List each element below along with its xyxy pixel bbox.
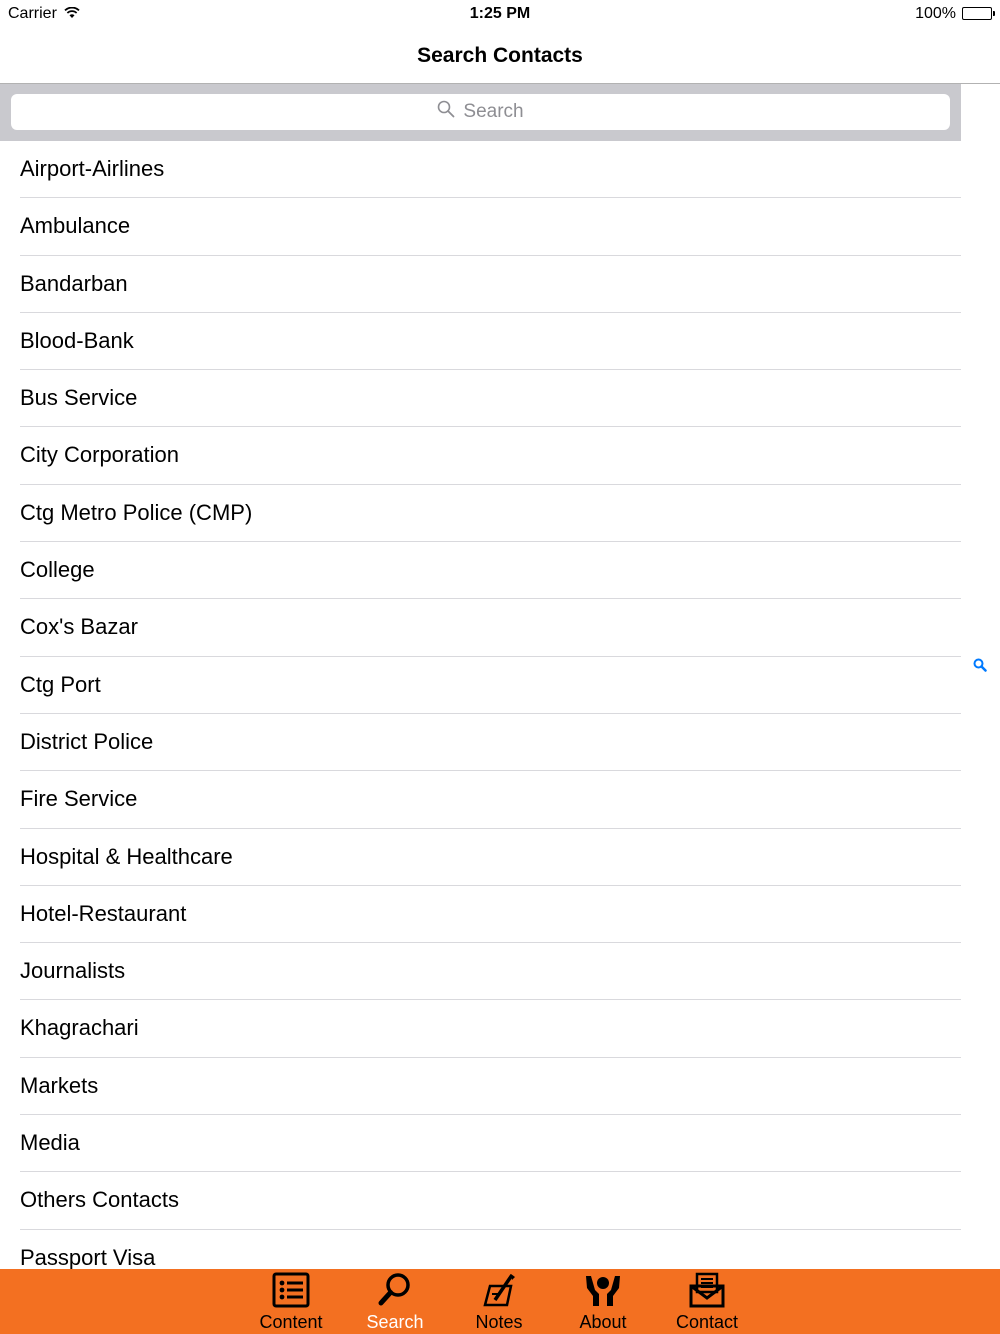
battery-icon [962,7,992,20]
list-item-label: Ctg Port [20,671,101,697]
list-item-label: Hotel-Restaurant [20,900,187,926]
tab-search-label: Search [366,1312,424,1332]
list-item[interactable] [0,1115,961,1172]
list-item[interactable] [0,256,961,313]
list-item-label: Media [20,1130,80,1156]
list-item-label: Bus Service [20,385,138,411]
list-item[interactable] [0,313,961,370]
hands-icon [551,1272,655,1310]
list-item-label: Markets [20,1072,99,1098]
list-item-label: Airport-Airlines [20,156,165,181]
list-item-label: Passport Visa [20,1244,156,1269]
tab-contact[interactable] [655,1269,759,1334]
search-input[interactable] [11,94,950,130]
list-item[interactable] [0,943,961,1000]
index-search-icon[interactable] [973,658,987,677]
list-item-label: Blood-Bank [20,327,134,353]
list-item[interactable] [0,370,961,427]
tab-about-label: About [579,1312,627,1332]
tab-search[interactable] [343,1269,447,1334]
list-item-label: Hospital & Healthcare [20,843,233,869]
list-item[interactable] [0,714,961,771]
tab-notes[interactable] [447,1269,551,1334]
list-item[interactable] [0,542,961,599]
page-title: Search Contacts [417,44,583,67]
search-bar [0,84,961,141]
list-item[interactable] [0,886,961,943]
list-item[interactable] [0,1172,961,1229]
tab-about[interactable] [551,1269,655,1334]
list-item-label: Cox's Bazar [20,614,138,640]
battery-percent: 100% [915,5,956,22]
tab-bar [0,1269,1000,1334]
envelope-icon [655,1272,759,1310]
carrier-label: Carrier [8,5,57,22]
search-placeholder: Search [463,101,524,122]
list-item[interactable] [0,1058,961,1115]
list-item-label: College [20,557,95,583]
list-item-label: Ambulance [20,213,131,239]
tab-content[interactable] [239,1269,343,1334]
list-item-label: District Police [20,728,154,754]
tab-notes-label: Notes [475,1312,523,1332]
list-item[interactable] [0,657,961,714]
clock: 1:25 PM [469,5,531,22]
list-item-label: City Corporation [20,442,179,468]
search-icon [437,100,463,124]
tab-contact-label: Contact [675,1312,739,1332]
navigation-bar [0,28,1000,84]
list-item[interactable] [0,485,961,542]
list-item-label: Ctg Metro Police (CMP) [20,499,253,525]
list-item[interactable] [0,829,961,886]
contacts-list[interactable] [0,141,961,1269]
list-item-label: Khagrachari [20,1015,139,1041]
list-item-label: Bandarban [20,270,128,296]
list-item[interactable] [0,198,961,255]
list-item[interactable] [0,599,961,656]
magnifier-icon [343,1272,447,1310]
status-bar [0,0,1000,28]
list-item[interactable] [0,771,961,828]
list-item[interactable] [0,427,961,484]
tab-content-label: Content [259,1312,323,1332]
list-item[interactable] [0,1230,961,1269]
list-item-label: Journalists [20,958,126,984]
list-icon [239,1272,343,1310]
list-item[interactable] [0,141,961,198]
list-item[interactable] [0,1000,961,1057]
list-item-label: Fire Service [20,786,138,812]
notepad-icon [447,1272,551,1310]
list-item-label: Others Contacts [20,1187,179,1213]
